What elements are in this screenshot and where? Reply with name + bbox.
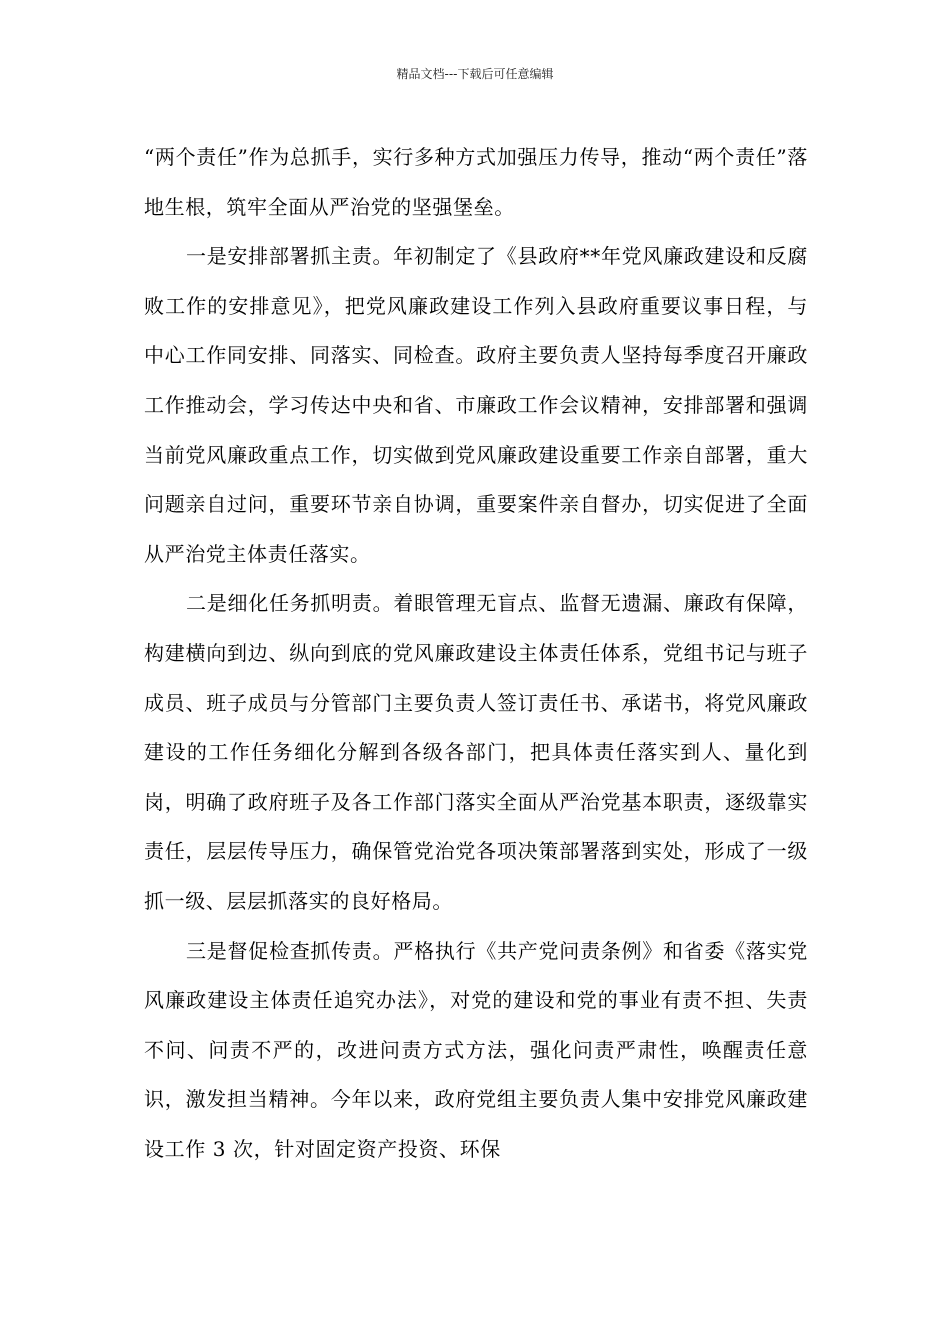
document-body	[144, 133, 808, 1174]
paragraph-transmit-responsibility: 三是督促检查抓传责。严格执行《共产党问责条例》和省委《落实党风廉政建设主体责任追究办法》，对党的建设和党的事业有责不担、失责不问、问责不严的，改进问责方式方法，强化问责严肃性，唤醒责任意识，激发担当精神。今年以来，政府党组主要负责人集中安排党风廉政建设工作 3 次，针对固定资产投资、环保	[144, 938, 808, 1161]
page-header: 精品文档---下载后可任意编辑	[396, 67, 554, 81]
paragraph-intro: “两个责任”作为总抓手，实行多种方式加强压力传导，推动“两个责任”落地生根，筑牢全面从严治党的坚强堡垒。	[144, 145, 808, 219]
paragraph-main-responsibility: 一是安排部署抓主责。年初制定了《县政府**年党风廉政建设和反腐败工作的安排意见》，把党风廉政建设工作列入县政府重要议事日程，与中心工作同安排、同落实、同检查。政府主要负责人坚持每季度召开廉政工作推动会，学习传达中央和省、市廉政工作会议精神，安排部署和强调当前党风廉政重点工作，切实做到党风廉政建设重要工作亲自部署，重大问题亲自过问，重要环节亲自协调，重要案件亲自督办，切实促进了全面从严治党主体责任落实。	[144, 244, 808, 566]
paragraph-clear-responsibility: 二是细化任务抓明责。着眼管理无盲点、监督无遗漏、廉政有保障，构建横向到边、纵向到底的党风廉政建设主体责任体系，党组书记与班子成员、班子成员与分管部门主要负责人签订责任书、承诺书，将党风廉政建设的工作任务细化分解到各级各部门，把具体责任落实到人、量化到岗，明确了政府班子及各工作部门落实全面从严治党基本职责，逐级靠实责任，层层传导压力，确保管党治党各项决策部署落到实处，形成了一级抓一级、层层抓落实的良好格局。	[144, 591, 808, 913]
